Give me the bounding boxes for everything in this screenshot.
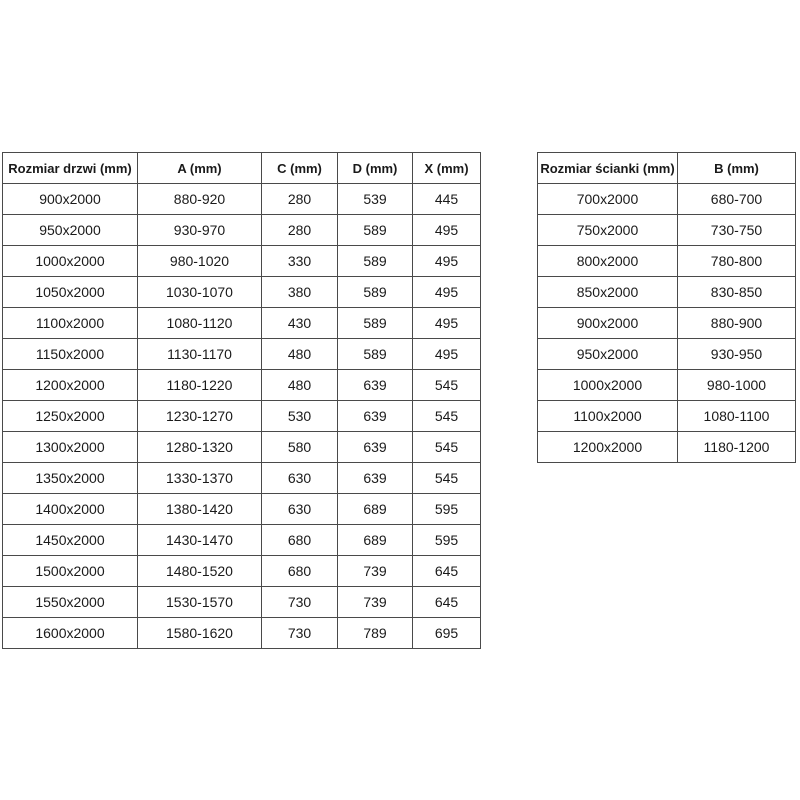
table-cell: 1150x2000 [3, 339, 138, 370]
table-cell: 1350x2000 [3, 463, 138, 494]
table-cell: 495 [413, 246, 481, 277]
table-cell: 630 [262, 463, 338, 494]
table-cell: 1580-1620 [138, 618, 262, 649]
table-cell: 595 [413, 525, 481, 556]
table-cell: 589 [338, 339, 413, 370]
table-cell: 1480-1520 [138, 556, 262, 587]
table-cell: 730-750 [678, 215, 796, 246]
table-cell: 900x2000 [538, 308, 678, 339]
table-cell: 680 [262, 525, 338, 556]
table-cell: 739 [338, 587, 413, 618]
table-cell: 645 [413, 556, 481, 587]
wall-size-table [537, 152, 796, 463]
table-cell: 950x2000 [538, 339, 678, 370]
table-cell: 695 [413, 618, 481, 649]
table-cell: 495 [413, 277, 481, 308]
column-header: A (mm) [138, 153, 262, 184]
table-cell: 930-970 [138, 215, 262, 246]
table-cell: 680 [262, 556, 338, 587]
table-cell: 800x2000 [538, 246, 678, 277]
table-cell: 595 [413, 494, 481, 525]
table-cell: 380 [262, 277, 338, 308]
table-cell: 645 [413, 587, 481, 618]
table-cell: 1100x2000 [538, 401, 678, 432]
table-row [538, 308, 796, 339]
table-row [3, 463, 481, 494]
table-cell: 480 [262, 370, 338, 401]
table-row [538, 277, 796, 308]
table-cell: 580 [262, 432, 338, 463]
wall-size-table-container [537, 152, 795, 463]
table-row [538, 184, 796, 215]
table-cell: 430 [262, 308, 338, 339]
table-cell: 689 [338, 494, 413, 525]
table-cell: 639 [338, 463, 413, 494]
table-cell: 680-700 [678, 184, 796, 215]
table-cell: 1400x2000 [3, 494, 138, 525]
table-cell: 880-900 [678, 308, 796, 339]
table-row [3, 184, 481, 215]
table-row [3, 308, 481, 339]
table-cell: 545 [413, 370, 481, 401]
table-cell: 639 [338, 401, 413, 432]
table-cell: 1080-1100 [678, 401, 796, 432]
table-row [3, 339, 481, 370]
table-cell: 1430-1470 [138, 525, 262, 556]
table-cell: 1180-1200 [678, 432, 796, 463]
column-header: X (mm) [413, 153, 481, 184]
table-cell: 1000x2000 [538, 370, 678, 401]
table-cell: 589 [338, 246, 413, 277]
column-header: C (mm) [262, 153, 338, 184]
wall-size-table-header-row [538, 153, 796, 184]
table-row [538, 432, 796, 463]
table-cell: 280 [262, 184, 338, 215]
table-cell: 930-950 [678, 339, 796, 370]
table-cell: 1100x2000 [3, 308, 138, 339]
table-cell: 700x2000 [538, 184, 678, 215]
table-cell: 789 [338, 618, 413, 649]
table-cell: 739 [338, 556, 413, 587]
table-cell: 1550x2000 [3, 587, 138, 618]
door-size-table [2, 152, 481, 649]
table-cell: 1330-1370 [138, 463, 262, 494]
table-cell: 730 [262, 618, 338, 649]
table-row [538, 370, 796, 401]
table-cell: 589 [338, 308, 413, 339]
table-cell: 1230-1270 [138, 401, 262, 432]
table-cell: 589 [338, 277, 413, 308]
table-cell: 330 [262, 246, 338, 277]
table-cell: 1450x2000 [3, 525, 138, 556]
table-cell: 1200x2000 [3, 370, 138, 401]
table-cell: 530 [262, 401, 338, 432]
table-cell: 1030-1070 [138, 277, 262, 308]
table-cell: 1000x2000 [3, 246, 138, 277]
table-cell: 689 [338, 525, 413, 556]
column-header: B (mm) [678, 153, 796, 184]
table-cell: 980-1000 [678, 370, 796, 401]
table-row [3, 618, 481, 649]
table-cell: 1180-1220 [138, 370, 262, 401]
table-cell: 750x2000 [538, 215, 678, 246]
table-row [3, 525, 481, 556]
table-cell: 1530-1570 [138, 587, 262, 618]
table-cell: 900x2000 [3, 184, 138, 215]
table-cell: 495 [413, 339, 481, 370]
table-cell: 639 [338, 370, 413, 401]
table-cell: 1280-1320 [138, 432, 262, 463]
table-row [538, 246, 796, 277]
table-cell: 1500x2000 [3, 556, 138, 587]
column-header: Rozmiar drzwi (mm) [3, 153, 138, 184]
table-cell: 950x2000 [3, 215, 138, 246]
table-cell: 1130-1170 [138, 339, 262, 370]
table-cell: 639 [338, 432, 413, 463]
table-cell: 1080-1120 [138, 308, 262, 339]
table-row [3, 370, 481, 401]
table-row [3, 401, 481, 432]
door-size-table-container [2, 152, 480, 649]
table-cell: 1600x2000 [3, 618, 138, 649]
table-cell: 1380-1420 [138, 494, 262, 525]
table-cell: 630 [262, 494, 338, 525]
table-cell: 730 [262, 587, 338, 618]
table-cell: 539 [338, 184, 413, 215]
table-row [538, 339, 796, 370]
table-row [3, 556, 481, 587]
table-row [3, 587, 481, 618]
table-row [538, 401, 796, 432]
column-header: Rozmiar ścianki (mm) [538, 153, 678, 184]
table-row [3, 246, 481, 277]
table-cell: 850x2000 [538, 277, 678, 308]
table-cell: 545 [413, 401, 481, 432]
table-row [3, 432, 481, 463]
table-row [3, 494, 481, 525]
table-cell: 280 [262, 215, 338, 246]
table-cell: 545 [413, 432, 481, 463]
table-cell: 495 [413, 215, 481, 246]
table-cell: 880-920 [138, 184, 262, 215]
table-cell: 480 [262, 339, 338, 370]
table-row [538, 215, 796, 246]
table-cell: 545 [413, 463, 481, 494]
table-row [3, 215, 481, 246]
table-cell: 445 [413, 184, 481, 215]
door-size-table-header-row [3, 153, 481, 184]
table-cell: 495 [413, 308, 481, 339]
table-cell: 1250x2000 [3, 401, 138, 432]
table-cell: 589 [338, 215, 413, 246]
table-cell: 1200x2000 [538, 432, 678, 463]
table-cell: 780-800 [678, 246, 796, 277]
table-cell: 830-850 [678, 277, 796, 308]
table-cell: 980-1020 [138, 246, 262, 277]
table-row [3, 277, 481, 308]
column-header: D (mm) [338, 153, 413, 184]
table-cell: 1300x2000 [3, 432, 138, 463]
table-cell: 1050x2000 [3, 277, 138, 308]
